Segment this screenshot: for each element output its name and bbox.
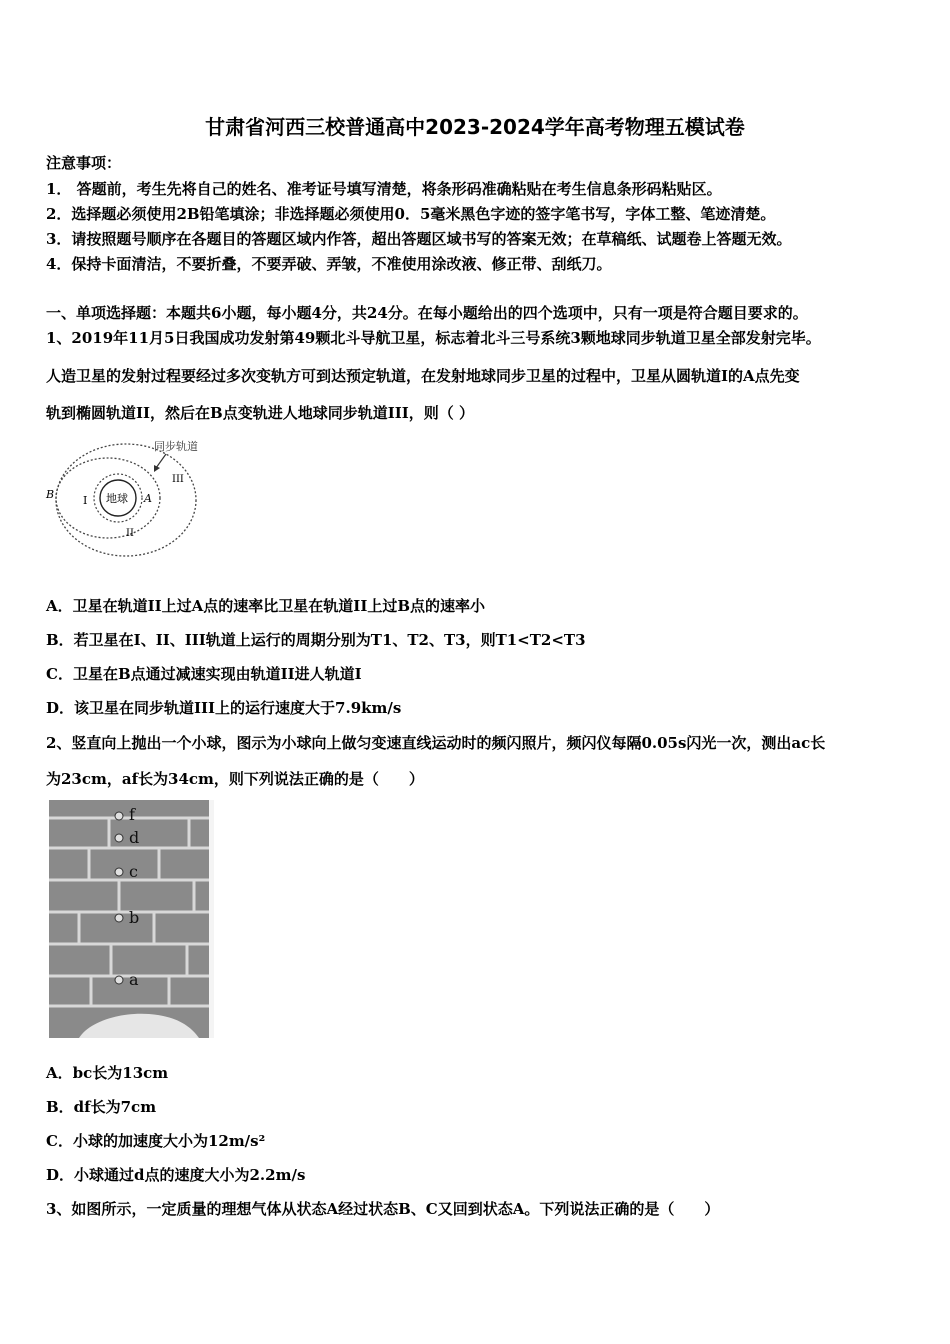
sync-orbit-label: 同步轨道 [154, 440, 198, 453]
notice-item-3: 3．请按照题号顺序在各题目的答题区域内作答，超出答题区域书写的答案无效；在草稿纸、试题卷上答题无效。 [46, 230, 792, 248]
label-i: I [83, 494, 88, 507]
question-2-line-1: 2、竖直向上抛出一个小球，图示为小球向上做匀变速直线运动时的频闪照片，频闪仪每隔0.05s闪光一次，测出ac长 [46, 734, 826, 752]
label-ii: II [126, 528, 134, 539]
label-a: A [144, 492, 152, 505]
q2-option-b: B．df长为7cm [46, 1098, 157, 1116]
label-f: f [129, 805, 135, 824]
notice-item-2: 2．选择题必须使用2B铅笔填涂；非选择题必须使用0．5毫米黑色字迹的签字笔书写，字体工整、笔迹清楚。 [46, 205, 776, 223]
earth-label: 地球 [106, 492, 128, 505]
q2-option-c: C．小球的加速度大小为12m/s² [46, 1132, 266, 1150]
sync-orbit-pointer [156, 454, 166, 468]
label-a-ball: a [129, 970, 139, 989]
page-title: 甘肃省河西三校普通高中2023-2024学年高考物理五模试卷 [205, 115, 745, 139]
notice-item-4: 4．保持卡面清洁，不要折叠，不要弄破、弄皱，不准使用涂改液、修正带、刮纸刀。 [46, 255, 612, 273]
label-b: B [46, 488, 55, 501]
label-c: c [129, 862, 138, 881]
label-d: d [129, 828, 140, 847]
ball-d [115, 834, 123, 842]
q1-option-a: A．卫星在轨道II上过A点的速率比卫星在轨道II上过B点的速率小 [46, 597, 486, 615]
question-1-line-1: 1、2019年11月5日我国成功发射第49颗北斗导航卫星，标志着北斗三号系统3颗地球同步轨道卫星全部发射完毕。 [46, 329, 821, 347]
ball-b [115, 914, 123, 922]
section-heading: 一、单项选择题：本题共6小题，每小题4分，共24分。在每小题给出的四个选项中，只有一项是符合题目要求的。 [46, 304, 808, 322]
ball-c [115, 868, 123, 876]
q1-option-c: C．卫星在B点通过减速实现由轨道II进人轨道I [46, 665, 362, 683]
photo-edge [209, 800, 214, 1038]
question-2-line-2: 为23cm，af长为34cm，则下列说法正确的是（ ） [46, 770, 424, 788]
question-1-line-3: 轨到椭圆轨道II，然后在B点变轨进人地球同步轨道III，则（ ） [46, 404, 474, 422]
label-b-ball: b [129, 908, 140, 927]
orbit-diagram [44, 432, 216, 558]
q2-option-a: A．bc长为13cm [46, 1064, 169, 1082]
notice-heading: 注意事项： [46, 154, 122, 172]
q1-option-b: B．若卫星在I、II、III轨道上运行的周期分别为T1、T2、T3，则T1<T2<T3 [46, 631, 586, 649]
notice-item-1: 1． 答题前，考生先将自己的姓名、准考证号填写清楚，将条形码准确粘贴在考生信息条形码粘贴区。 [46, 180, 722, 198]
strobe-photo [49, 800, 214, 1038]
ball-f [115, 812, 123, 820]
q1-option-d: D．该卫星在同步轨道III上的运行速度大于7.9km/s [46, 699, 402, 717]
q2-option-d: D．小球通过d点的速度大小为2.2m/s [46, 1166, 306, 1184]
question-1-line-2: 人造卫星的发射过程要经过多次变轨方可到达预定轨道，在发射地球同步卫星的过程中，卫星从圆轨道I的A点先变 [46, 367, 800, 385]
question-3-line-1: 3、如图所示，一定质量的理想气体从状态A经过状态B、C又回到状态A。下列说法正确的是（ ） [46, 1200, 720, 1218]
label-iii: III [172, 474, 184, 485]
ball-a [115, 976, 123, 984]
